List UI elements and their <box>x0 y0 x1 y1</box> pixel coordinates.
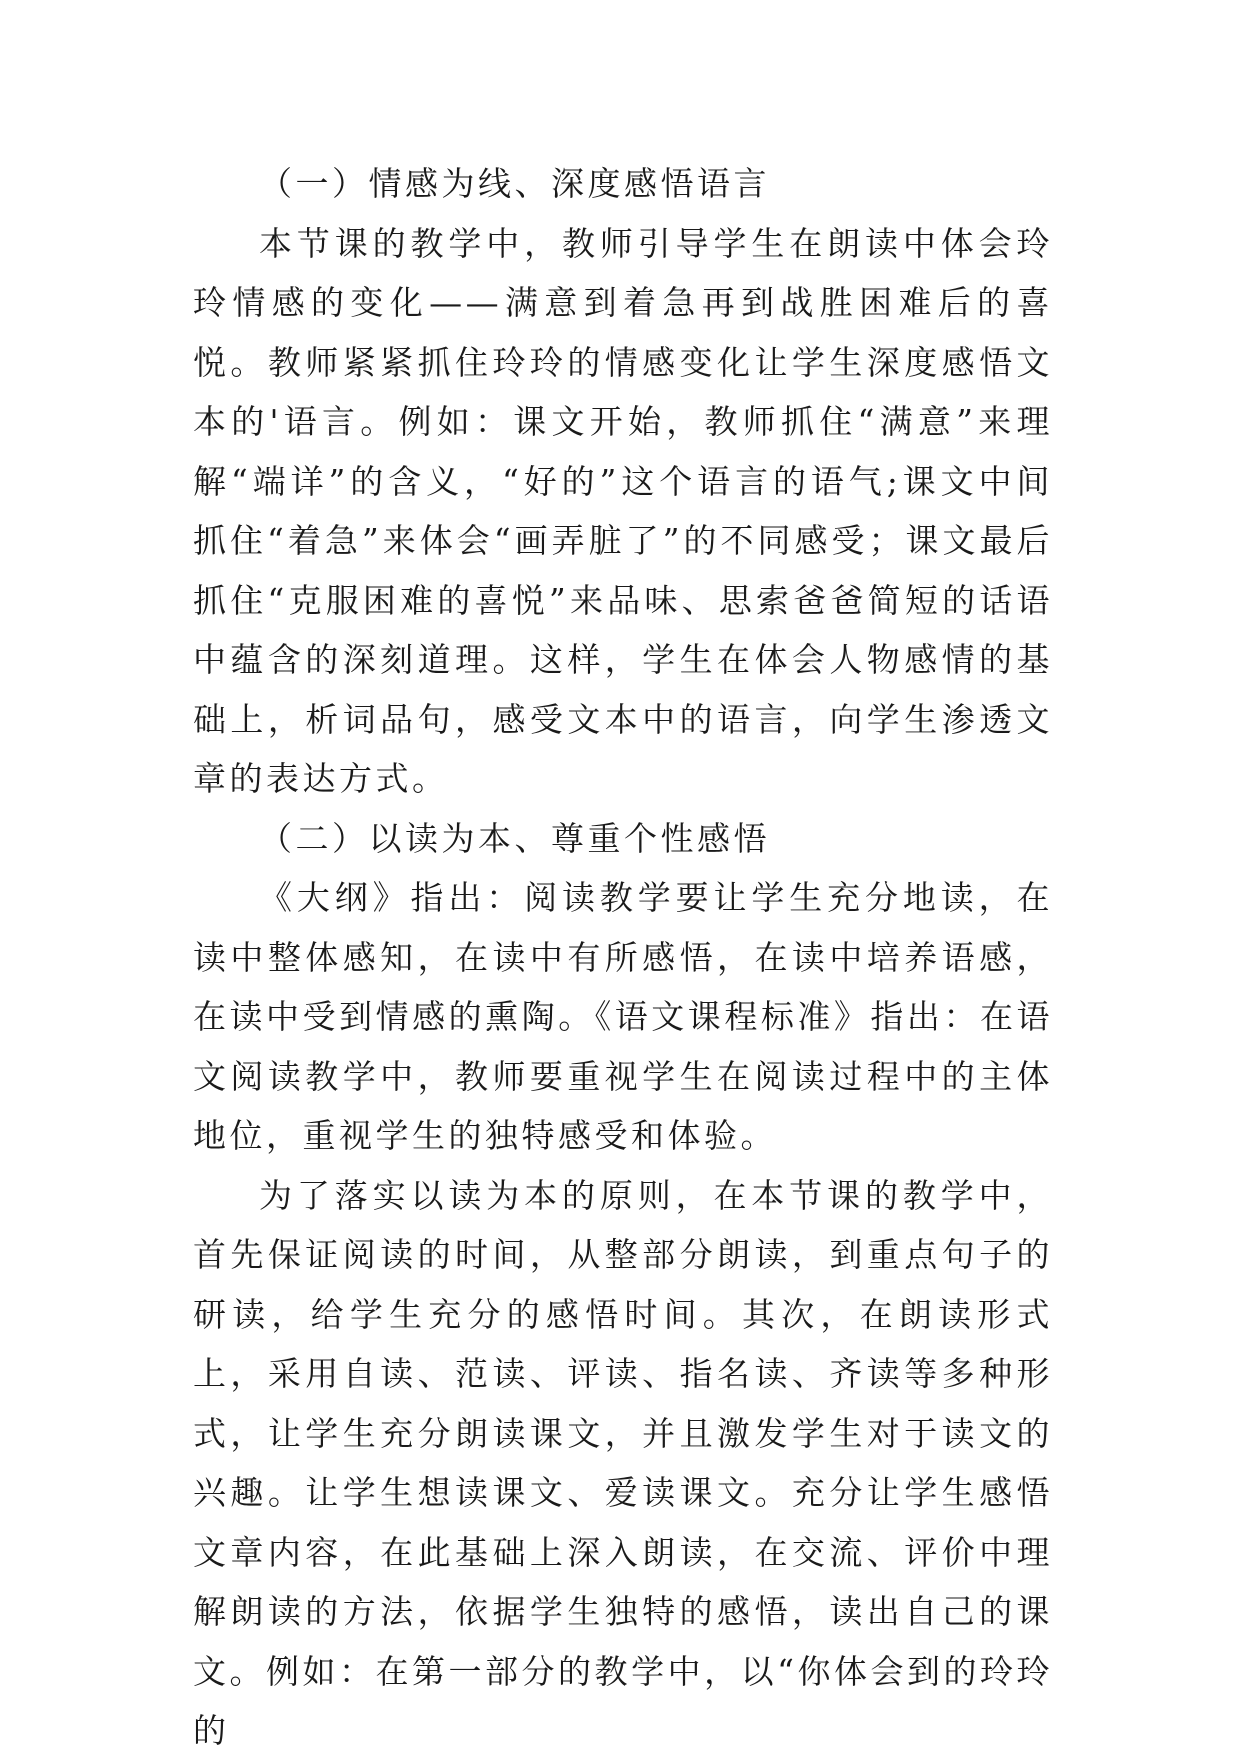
body-paragraph-3: 为了落实以读为本的原则，在本节课的教学中，首先保证阅读的时间，从整部分朗读，到重点句子的研读，给学生充分的感悟时间。其次，在朗读形式上，采用自读、范读、评读、指名读、齐读等多种形式，让学生充分朗读课文，并且激发学生对于读文的兴趣。让学生想读课文、爱读课文。充分让学生感悟文章内容，在此基础上深入朗读，在交流、评价中理解朗读的方法，依据学生独特的感悟，读出自己的课文。例如：在第一部分的教学中，以“你体会到的玲玲的 <box>193 1175 1053 1750</box>
document-body <box>193 154 1053 1761</box>
section-heading-1: （一）情感为线、深度感悟语言 <box>259 164 770 203</box>
body-paragraph-1: 本节课的教学中，教师引导学生在朗读中体会玲玲情感的变化——满意到着急再到战胜困难后的喜悦。教师紧紧抓住玲玲的情感变化让学生深度感悟文本的'语言。例如：课文开始，教师抓住“满意”来理解“端详”的含义，“好的”这个语言的语气;课文中间抓住“着急”来体会“画弄脏了”的不同感受；课文最后抓住“克服困难的喜悦”来品味、思索爸爸简短的话语中蕴含的深刻道理。这样，学生在体会人物感情的基础上，析词品句，感受文本中的语言，向学生渗透文章的表达方式。 <box>193 223 1053 798</box>
section-heading-2: （二）以读为本、尊重个性感悟 <box>259 818 770 858</box>
body-paragraph-2: 《大纲》指出：阅读教学要让学生充分地读，在读中整体感知，在读中有所感悟，在读中培养语感，在读中受到情感的熏陶。《语文课程标准》指出：在语文阅读教学中，教师要重视学生在阅读过程中的主体地位，重视学生的独特感受和体验。 <box>193 878 1053 1155</box>
